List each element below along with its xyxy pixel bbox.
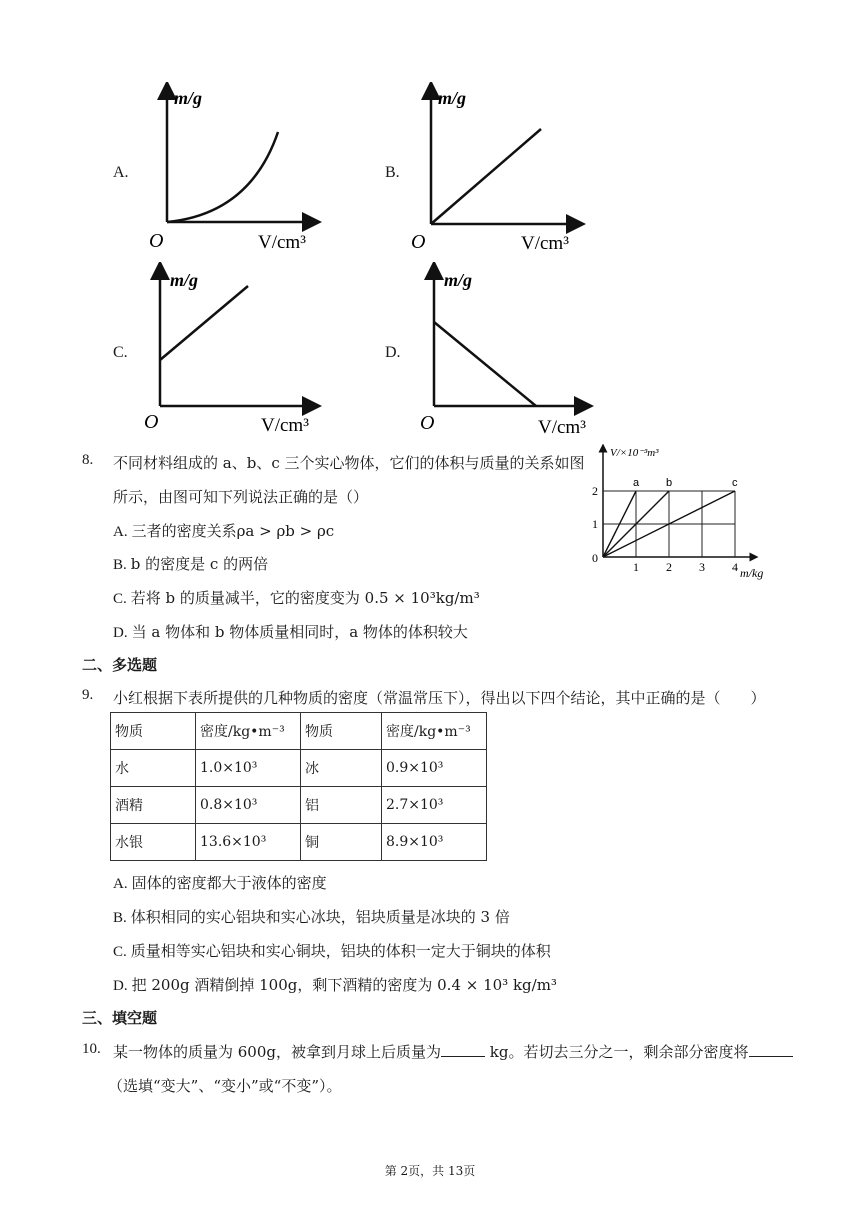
x-axis-label: m/kg [740,566,764,580]
option-a[interactable] [113,520,334,541]
option-text: 三者的密度关系ρa > ρb > ρc [131,522,335,540]
x-tick-label: 3 [699,560,705,574]
answer-blank-2[interactable] [749,1042,793,1057]
x-axis-label: V/cm³ [258,232,306,253]
page-footer: 第 2页，共 13页 [384,1164,476,1178]
y-axis-label: m/g [170,270,199,290]
line [434,322,536,406]
graph-d [404,262,609,437]
series-lines [603,477,738,557]
graph-c [140,262,340,437]
option-letter: A. [113,876,128,892]
option-letter: C. [113,344,128,361]
option-text: 若将 b 的质量减半，它的密度变为 0.5 × 10³kg/m³ [130,589,480,607]
density-table [110,712,487,861]
question-number: 8. [82,452,94,468]
section-heading-multiple-choice: 二、多选题 [82,656,158,674]
origin-label: 0 [592,551,598,565]
y-axis-label: m/g [174,88,203,108]
table-row [111,750,487,787]
table-row [111,787,487,824]
graph-b [404,82,604,257]
option-c[interactable] [113,587,480,608]
option-letter: B. [113,910,127,926]
origin-label: O [149,230,164,252]
table-cell: 2.7×10³ [382,787,487,824]
tick-labels [592,484,738,574]
x-tick-label: 4 [732,560,738,574]
y-axis-label: V/×10⁻³m³ [610,447,659,459]
line [160,286,248,360]
table-cell: 8.9×10³ [382,824,487,861]
question-number: 9. [82,687,94,703]
line [431,129,541,224]
question-stem-line1 [113,1041,793,1062]
option-letter: D. [113,625,128,641]
option-d[interactable] [113,974,557,995]
x-axis-label: V/cm³ [521,233,569,254]
table-cell: 1.0×10³ [196,750,301,787]
series-label-b: b [666,477,673,489]
answer-blank-1[interactable] [441,1042,485,1057]
y-tick-label: 1 [592,517,598,531]
section-heading-fill-in: 三、填空题 [82,1009,158,1027]
option-text: 体积相同的实心铝块和实心冰块，铝块质量是冰块的 3 倍 [130,908,510,926]
option-letter: A. [113,164,129,181]
option-text: 固体的密度都大于液体的密度 [131,874,327,892]
series-label-c: c [732,477,738,489]
origin-label: O [411,231,426,253]
option-a[interactable] [113,872,327,893]
option-letter: C. [113,591,127,607]
table-header-row [111,713,487,750]
option-letter: D. [113,978,128,994]
table-cell: 铜 [301,824,382,861]
x-axis-label: V/cm³ [538,417,586,437]
x-tick-label: 2 [666,560,672,574]
header-cell: 物质 [301,713,382,750]
option-text: 质量相等实心铝块和实心铜块，铝块的体积一定大于铜块的体积 [130,942,551,960]
stem-part: kg。若切去三分之一，剩余部分密度将 [489,1043,749,1061]
table-cell: 冰 [301,750,382,787]
x-axis-label: V/cm³ [261,415,309,436]
option-text: b 的密度是 c 的两倍 [130,555,269,573]
origin-label: O [144,411,159,433]
option-text: 当 a 物体和 b 物体质量相同时，a 物体的体积较大 [131,623,468,641]
option-c[interactable] [113,940,551,961]
curve [167,132,278,222]
question-number: 10. [82,1041,101,1057]
table-cell: 13.6×10³ [196,824,301,861]
table-cell: 水 [111,750,196,787]
table-cell: 0.9×10³ [382,750,487,787]
density-chart [588,444,788,586]
question-stem-line2: （选填“变大”、“变小”或“不变”）。 [108,1077,342,1095]
option-text: 把 200g 酒精倒掉 100g，剩下酒精的密度为 0.4 × 10³ kg/m³ [131,976,557,994]
y-tick-label: 2 [592,484,598,498]
option-d[interactable] [113,621,468,642]
table-cell: 铝 [301,787,382,824]
table-cell: 水银 [111,824,196,861]
header-cell: 物质 [111,713,196,750]
option-letter: A. [113,524,128,540]
stem-part: 某一物体的质量为 600g，被拿到月球上后质量为 [113,1043,442,1061]
series-label-a: a [633,477,640,489]
question-stem: 小红根据下表所提供的几种物质的密度（常温常压下），得出以下四个结论，其中正确的是（ ） [113,689,766,707]
y-axis-label: m/g [438,88,467,108]
graph-a [140,82,340,257]
x-tick-label: 1 [633,560,639,574]
header-cell: 密度/kg•m⁻³ [196,713,301,750]
table-row [111,824,487,861]
question-stem-line1: 不同材料组成的 a、b、c 三个实心物体，它们的体积与质量的关系如图 [113,454,585,472]
option-letter: D. [385,344,401,361]
option-letter: C. [113,944,127,960]
origin-label: O [420,412,435,434]
option-b[interactable] [113,906,510,927]
option-letter: B. [385,164,400,181]
option-b[interactable] [113,553,268,574]
question-stem-line2: 所示，由图可知下列说法正确的是（） [113,488,369,506]
table-cell: 0.8×10³ [196,787,301,824]
header-cell: 密度/kg•m⁻³ [382,713,487,750]
y-axis-label: m/g [444,270,473,290]
table-cell: 酒精 [111,787,196,824]
option-letter: B. [113,557,127,573]
